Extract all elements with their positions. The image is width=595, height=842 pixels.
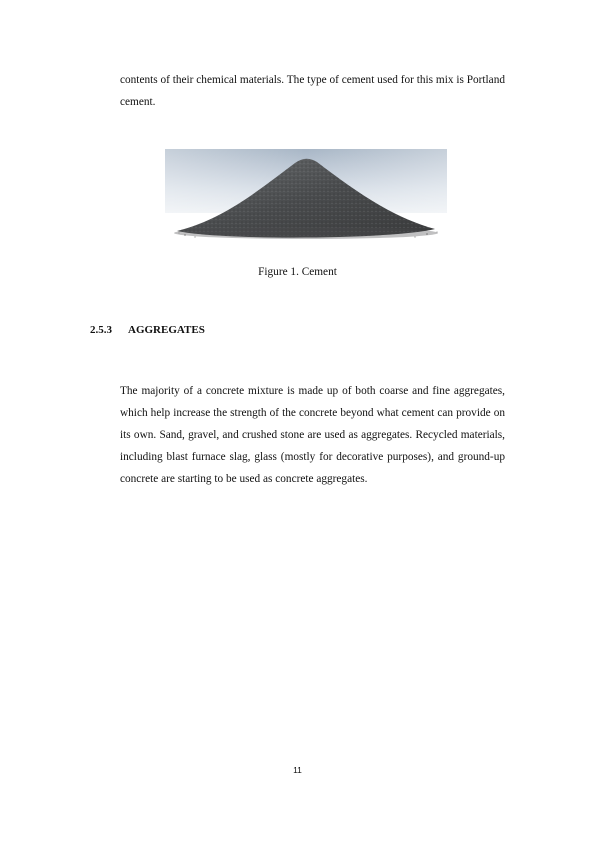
body-paragraph-continuation: contents of their chemical materials. The type of cement used for this mix is Portland cement. bbox=[120, 74, 505, 108]
figure-caption: Figure 1. Cement bbox=[258, 266, 337, 278]
body-paragraph-aggregates: The majority of a concrete mixture is made up of both coarse and fine aggregates, which help increase the strength of the concrete beyond what cement can provide on its own. Sand, gravel, and crushed stone are used as aggregates. Recycled materials, including blast furnace slag, glass (mostly for decorative purposes), and ground-up concrete are starting to be used as concrete aggregates. bbox=[120, 385, 505, 485]
cement-pile-image bbox=[165, 149, 447, 245]
section-title: AGGREGATES bbox=[128, 324, 205, 336]
page-number: 11 bbox=[293, 765, 302, 775]
section-heading bbox=[90, 324, 205, 336]
section-number: 2.5.3 bbox=[90, 324, 112, 336]
